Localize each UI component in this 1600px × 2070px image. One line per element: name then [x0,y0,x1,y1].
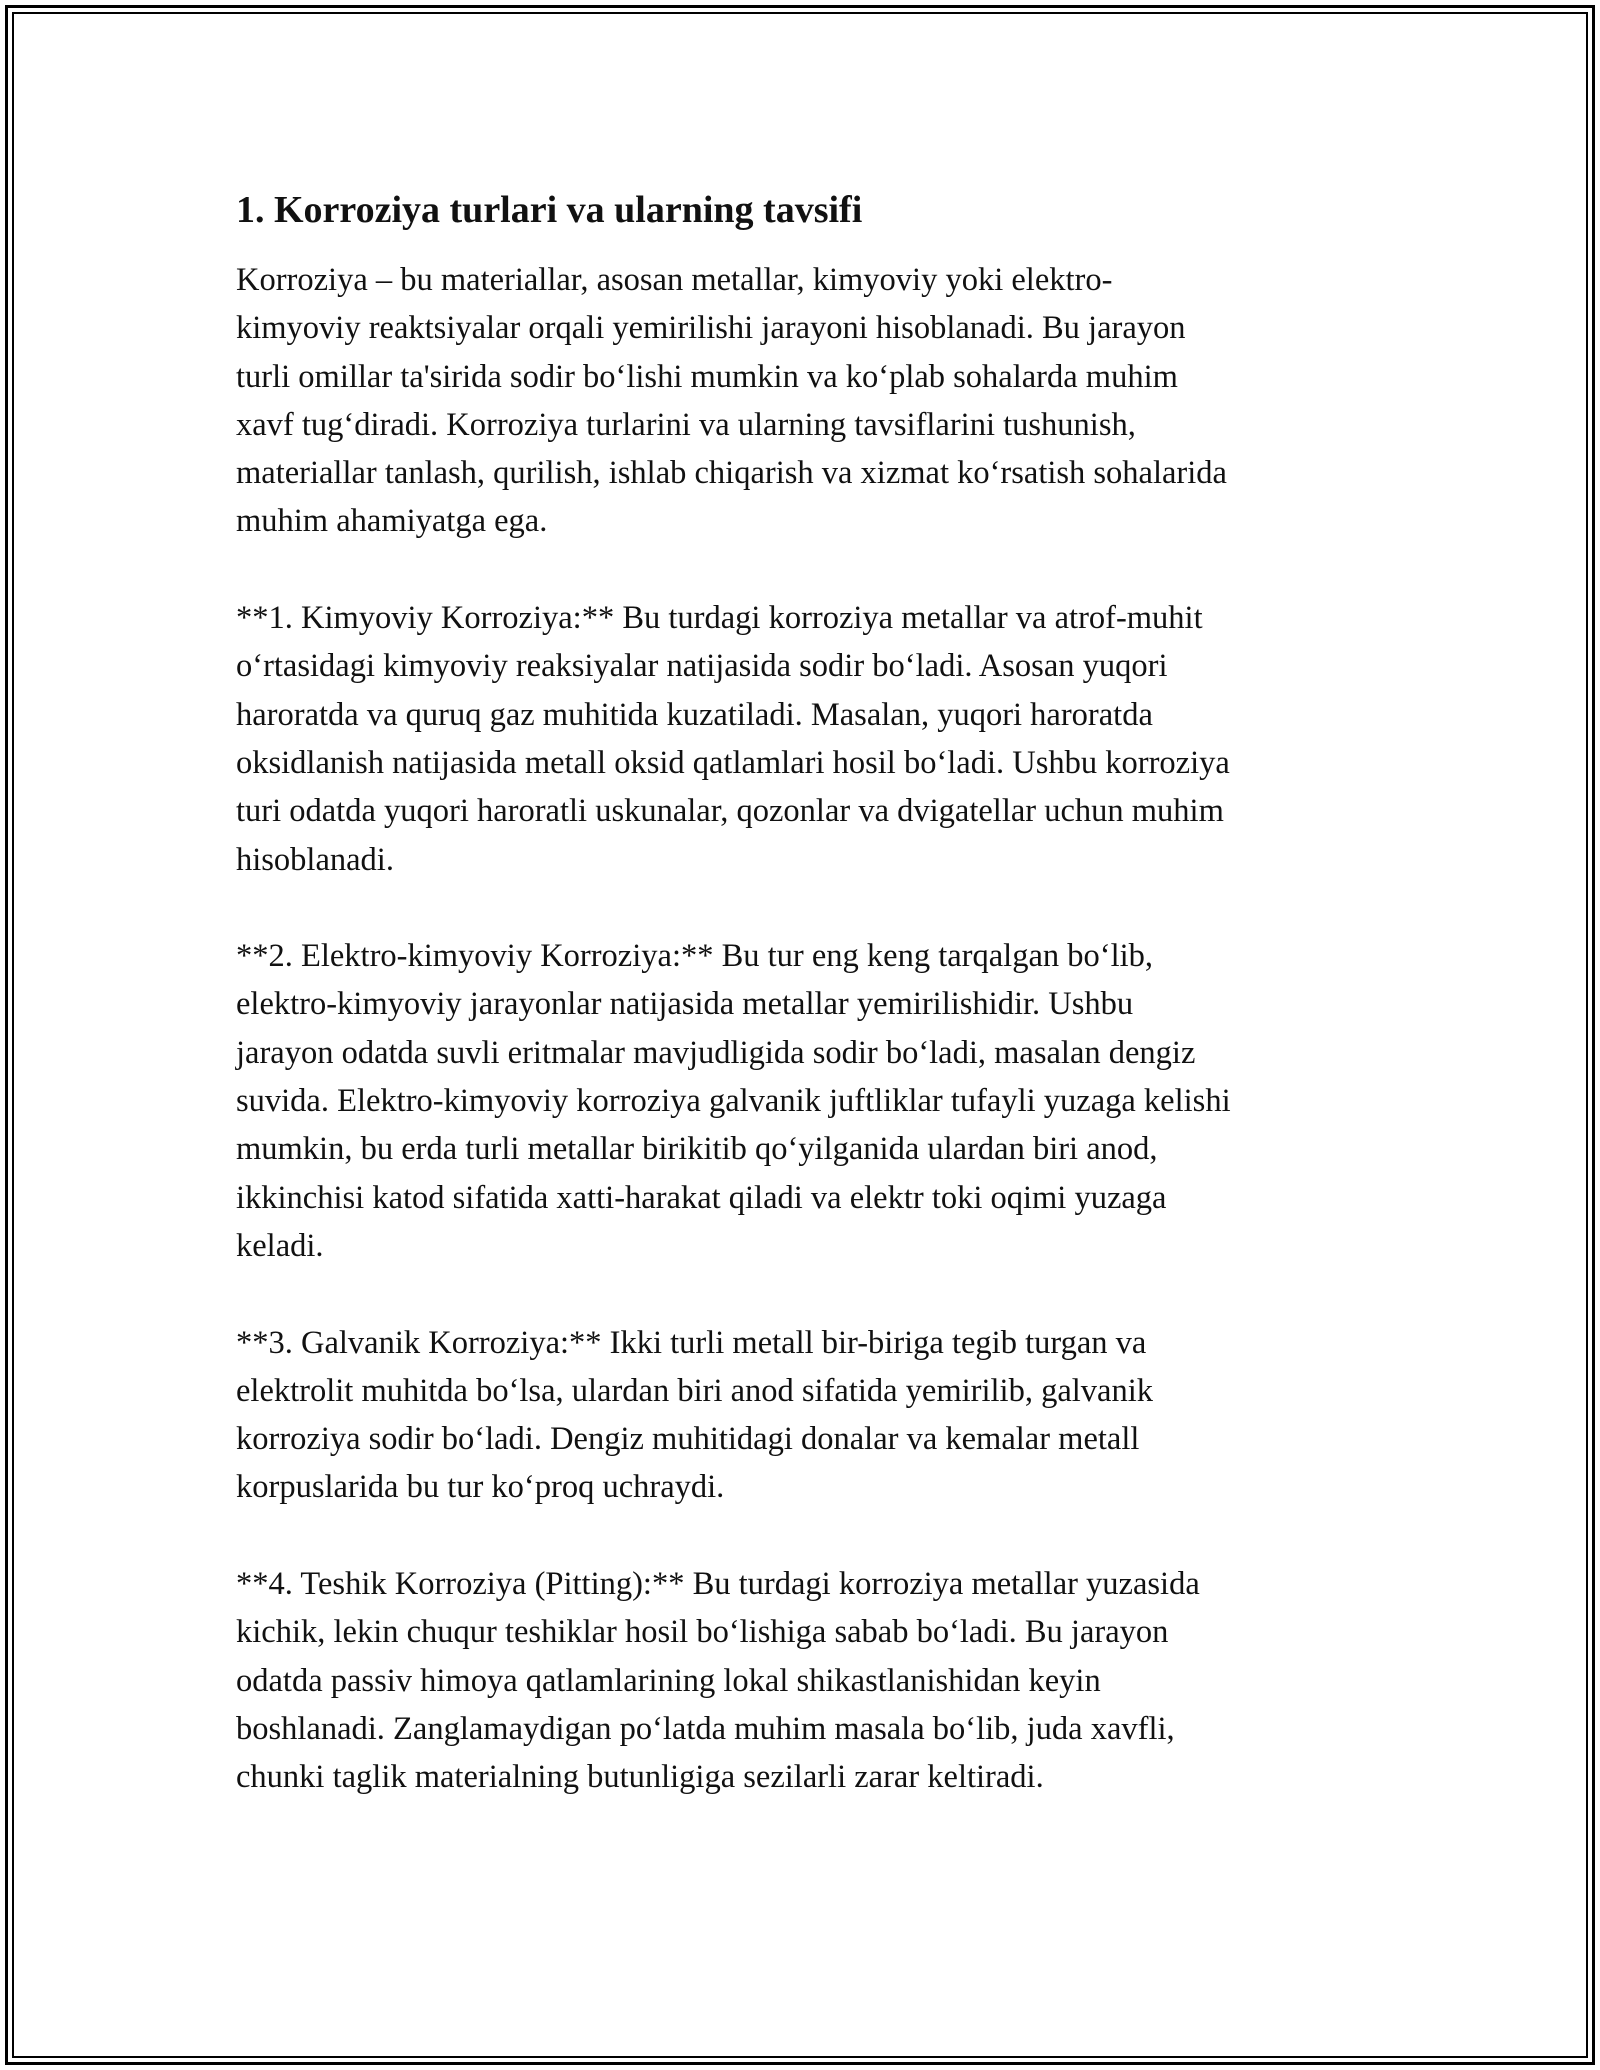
text-line: keladi. [236,1227,324,1264]
text-line: jarayon odatda suvli eritmalar mavjudligida sodir bo‘ladi, masalan dengiz [236,1034,1196,1071]
text-line: **3. Galvanik Korroziya:** Ikki turli metall bir-biriga tegib turgan va [236,1324,1147,1361]
text-line: o‘rtasidagi kimyoviy reaksiyalar natijasida sodir bo‘ladi. Asosan yuqori [236,648,1168,685]
text-line: odatda passiv himoya qatlamlarining lokal shikastlanishidan keyin [236,1662,1101,1699]
text-line: suvida. Elektro-kimyoviy korroziya galvanik juftliklar tufayli yuzaga kelishi [236,1083,1231,1120]
pitting-corrosion-paragraph [236,1560,1364,1801]
electrochemical-corrosion-paragraph [236,932,1364,1270]
text-line: materiallar tanlash, qurilish, ishlab chiqarish va xizmat ko‘rsatish sohalarida [236,455,1227,492]
text-line: oksidlanish natijasida metall oksid qatlamlari hosil bo‘ladi. Ushbu korroziya [236,744,1230,781]
intro-paragraph [236,256,1364,546]
text-line: **4. Teshik Korroziya (Pitting):** Bu turdagi korroziya metallar yuzasida [236,1566,1200,1603]
section-heading: 1. Korroziya turlari va ularning tavsifi [236,189,863,231]
text-line: Korroziya – bu materiallar, asosan metallar, kimyoviy yoki elektro- [236,262,1113,298]
text-line: elektrolit muhitda bo‘lsa, ulardan biri anod sifatida yemirilib, galvanik [236,1372,1153,1409]
text-line: kichik, lekin chuqur teshiklar hosil bo‘lishiga sabab bo‘ladi. Bu jarayon [236,1614,1169,1651]
text-line: turi odatda yuqori haroratli uskunalar, qozonlar va dvigatellar uchun muhim [236,793,1224,830]
text-line: xavf tug‘diradi. Korroziya turlarini va ularning tavsiflarini tushunish, [236,406,1136,443]
text-line: kimyoviy reaktsiyalar orqali yemirilishi jarayoni hisoblanadi. Bu jarayon [236,310,1186,347]
text-line: muhim ahamiyatga ega. [236,503,548,540]
text-line: turli omillar ta'sirida sodir bo‘lishi mumkin va ko‘plab sohalarda muhim [236,358,1178,395]
text-line: **2. Elektro-kimyoviy Korroziya:** Bu tur eng keng tarqalgan bo‘lib, [236,938,1154,975]
chemical-corrosion-paragraph [236,594,1364,884]
galvanic-corrosion-paragraph [236,1319,1364,1512]
text-line: chunki taglik materialning butunligiga sezilarli zarar keltiradi. [236,1759,1044,1796]
text-line: ikkinchisi katod sifatida xatti-harakat qiladi va elektr toki oqimi yuzaga [236,1179,1167,1216]
text-line: korroziya sodir bo‘ladi. Dengiz muhitidagi donalar va kemalar metall [236,1421,1140,1458]
text-line: haroratda va quruq gaz muhitida kuzatiladi. Masalan, yuqori haroratda [236,696,1153,733]
text-line: korpuslarida bu tur ko‘proq uchraydi. [236,1469,725,1506]
text-line: hisoblanadi. [236,841,394,878]
document-body [236,186,1364,1850]
text-line: elektro-kimyoviy jarayonlar natijasida metallar yemirilishidir. Ushbu [236,986,1134,1023]
text-line: boshlanadi. Zanglamaydigan po‘latda muhim masala bo‘lib, juda xavfli, [236,1710,1175,1747]
text-line: mumkin, bu erda turli metallar birikitib qo‘yilganida ulardan biri anod, [236,1131,1158,1168]
text-line: **1. Kimyoviy Korroziya:** Bu turdagi korroziya metallar va atrof-muhit [236,600,1203,637]
